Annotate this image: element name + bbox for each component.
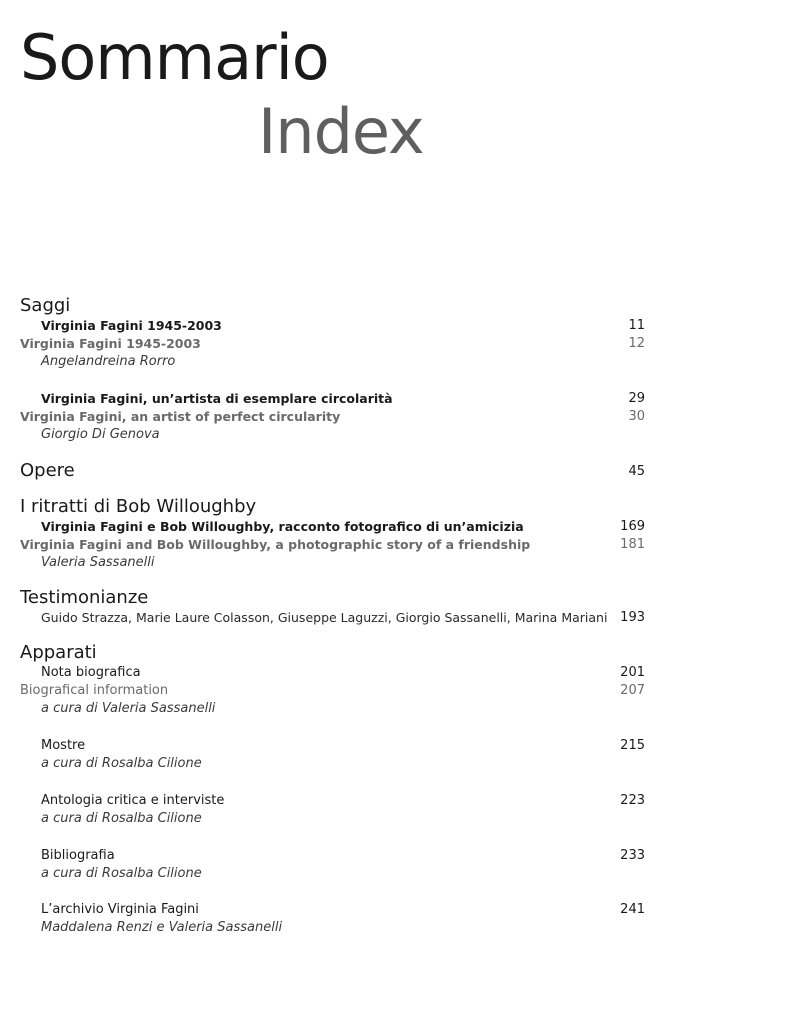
page-number: 181	[620, 537, 645, 552]
section-apparati	[0, 642, 795, 662]
page-number: 29	[628, 391, 645, 406]
section-heading: Saggi	[20, 295, 71, 316]
entry-title: Virginia Fagini e Bob Willoughby, racconto fotografico di un’amicizia	[41, 519, 524, 534]
toc-entry[interactable]	[0, 736, 795, 756]
section-heading: I ritratti di Bob Willoughby	[20, 496, 257, 517]
entry-title: Antologia critica e interviste	[41, 793, 225, 808]
toc-entry[interactable]	[0, 846, 795, 866]
entry-title: Guido Strazza, Marie Laure Colasson, Giuseppe Laguzzi, Giorgio Sassanelli, Marina Mariani	[41, 610, 608, 625]
entry-author	[0, 754, 795, 774]
toc-entry[interactable]	[0, 681, 795, 701]
toc-entry[interactable]	[0, 316, 795, 336]
toc-entry[interactable]	[0, 663, 795, 683]
entry-title-translation: Biografical information	[20, 683, 169, 698]
page-number: 233	[620, 848, 645, 863]
entry-title: Virginia Fagini, un’artista di esemplare circolarità	[41, 391, 393, 406]
section-heading: Testimonianze	[20, 587, 149, 608]
entry-title: L’archivio Virginia Fagini	[41, 902, 199, 917]
page-number: 223	[620, 793, 645, 808]
page-number: 207	[620, 683, 645, 698]
author-name: a cura di Rosalba Cilione	[41, 811, 202, 826]
page-number: 30	[628, 409, 645, 424]
toc-entry[interactable]	[0, 608, 795, 628]
section-ritratti	[0, 496, 795, 516]
entry-title: Virginia Fagini 1945-2003	[41, 318, 222, 333]
toc-entry[interactable]	[0, 389, 795, 409]
toc-entry[interactable]	[0, 535, 795, 555]
page-number: 201	[620, 665, 645, 680]
entry-author	[0, 425, 795, 445]
author-name: Valeria Sassanelli	[41, 555, 155, 570]
author-name: Maddalena Renzi e Valeria Sassanelli	[41, 920, 283, 935]
page-number: 12	[628, 336, 645, 351]
entry-title: Nota biografica	[41, 665, 141, 680]
entry-author	[0, 918, 795, 938]
toc-entry[interactable]	[0, 517, 795, 537]
entry-title: Mostre	[41, 738, 86, 753]
toc-entry[interactable]	[0, 900, 795, 920]
page-number: 11	[628, 318, 645, 333]
author-name: a cura di Rosalba Cilione	[41, 866, 202, 881]
author-name: Giorgio Di Genova	[41, 427, 160, 442]
author-name: a cura di Rosalba Cilione	[41, 756, 202, 771]
page-number: 241	[620, 902, 645, 917]
entry-title-translation: Virginia Fagini 1945-2003	[20, 336, 201, 351]
entry-author	[0, 864, 795, 884]
entry-author	[0, 809, 795, 829]
section-heading: Opere	[20, 460, 75, 481]
author-name: Angelandreina Rorro	[41, 354, 176, 369]
page-subtitle: Index	[258, 95, 424, 168]
section-heading: Apparati	[20, 642, 97, 663]
toc-entry[interactable]	[0, 791, 795, 811]
entry-title-translation: Virginia Fagini, an artist of perfect circularity	[20, 409, 341, 424]
page-number: 215	[620, 738, 645, 753]
entry-title-translation: Virginia Fagini and Bob Willoughby, a photographic story of a friendship	[20, 537, 531, 552]
author-name: a cura di Valeria Sassanelli	[41, 701, 216, 716]
section-saggi	[0, 295, 795, 315]
entry-author	[0, 699, 795, 719]
section-testimonianze	[0, 587, 795, 607]
section-opere[interactable]	[0, 460, 795, 480]
entry-author	[0, 553, 795, 573]
page-number: 193	[620, 610, 645, 625]
page-title: Sommario	[20, 21, 329, 94]
toc-entry[interactable]	[0, 334, 795, 354]
entry-title: Bibliografia	[41, 848, 115, 863]
page-number: 45	[628, 464, 645, 479]
entry-author	[0, 352, 795, 372]
toc-entry[interactable]	[0, 407, 795, 427]
page-number: 169	[620, 519, 645, 534]
